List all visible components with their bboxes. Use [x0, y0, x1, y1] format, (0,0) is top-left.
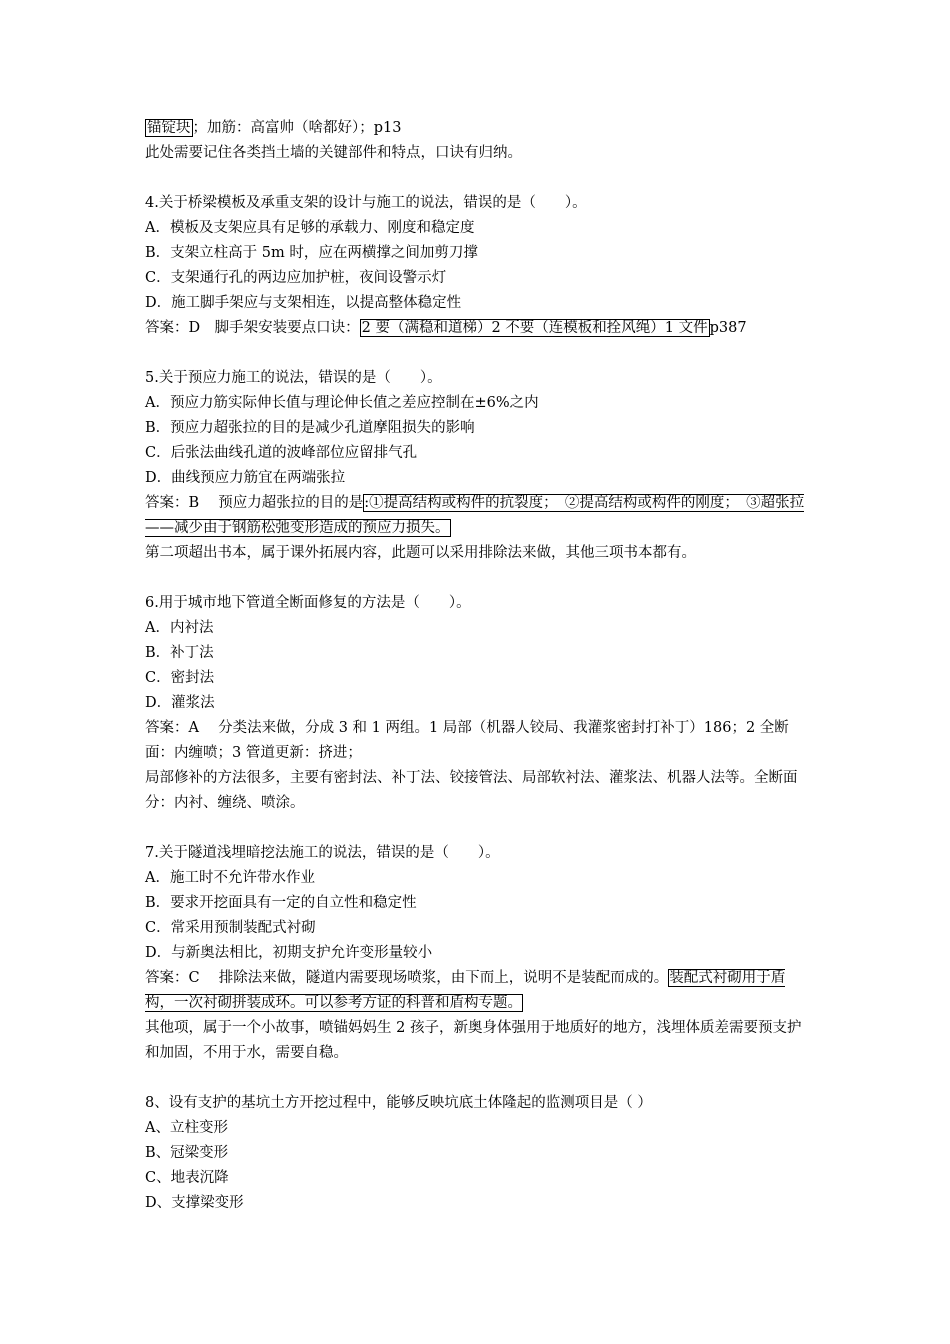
- q6-option-d: D．灌浆法: [145, 695, 215, 711]
- q7-note: 其他项，属于一个小故事，喷锚妈妈生 2 孩子，新奥身体强用于地质好的地方，浅埋体质差需要预支护和加固，不用于水，需要自稳。: [145, 1020, 802, 1061]
- q7-option-b: B．要求开挖面具有一定的自立性和稳定性: [145, 895, 417, 911]
- q6-option-c: C．密封法: [145, 670, 215, 686]
- intro-note: 此处需要记住各类挡土墙的关键部件和特点，口诀有归纳。: [145, 145, 522, 161]
- q7-answer: [145, 966, 810, 1016]
- q7-option-c: C．常采用预制装配式衬砌: [145, 920, 316, 936]
- q6-option-b: B．补丁法: [145, 645, 214, 661]
- q8-option-b: B、冠梁变形: [145, 1145, 229, 1161]
- intro-rest: ；加筋：高富帅（啥都好）；p13: [192, 120, 402, 136]
- q5-answer-prefix: 答案：B 预应力超张拉的目的是: [145, 495, 364, 511]
- spacer: [145, 166, 810, 191]
- q7-option-a: A．施工时不允许带水作业: [145, 870, 315, 886]
- q8-option-a: A、立柱变形: [145, 1120, 228, 1136]
- q5-option-b: B．预应力超张拉的目的是减少孔道摩阻损失的影响: [145, 420, 475, 436]
- q7-answer-boxed: 装配式衬砌用于盾构，一次衬砌拼装成环。可以参考方证的科普和盾构专题。: [145, 970, 786, 1011]
- document-content: [145, 116, 810, 1216]
- q6-note: 局部修补的方法很多，主要有密封法、补丁法、铰接管法、局部软衬法、灌浆法、机器人法等。全断面分：内衬、缠绕、喷涂。: [145, 770, 798, 811]
- q4-answer-boxed: 2 要（满稳和道梯）2 不要（连模板和拴风绳）1 文件: [361, 320, 708, 336]
- q5-note: 第二项超出书本，属于课外拓展内容，此题可以采用排除法来做，其他三项书本都有。: [145, 545, 696, 561]
- q5-option-c: C．后张法曲线孔道的波峰部位应留排气孔: [145, 445, 418, 461]
- q8-stem: 8、设有支护的基坑土方开挖过程中，能够反映坑底土体隆起的监测项目是（ ）: [145, 1095, 652, 1111]
- q4-stem: 4.关于桥梁模板及承重支架的设计与施工的说法，错误的是（ ）。: [145, 195, 587, 211]
- q8-option-d: D、支撑梁变形: [145, 1195, 244, 1211]
- q6-option-a: A．内衬法: [145, 620, 214, 636]
- q5-answer-boxed: :①提高结构或构件的抗裂度； ②提高结构或构件的刚度； ③超张拉——减少由于钢筋松弛变形造成的预应力损失。: [145, 495, 805, 536]
- q4-option-c: C．支架通行孔的两边应加护桩，夜间设警示灯: [145, 270, 447, 286]
- intro-line: [145, 116, 810, 141]
- q8-option-c: C、地表沉降: [145, 1170, 229, 1186]
- spacer: [145, 341, 810, 366]
- q4-option-b: B．支架立柱高于 5m 时，应在两横撑之间加剪刀撑: [145, 245, 478, 261]
- q7-stem: 7.关于隧道浅埋暗挖法施工的说法，错误的是（ ）。: [145, 845, 500, 861]
- q5-answer: [145, 491, 810, 541]
- boxed-term: 锚锭块: [147, 120, 191, 136]
- q5-stem: 5.关于预应力施工的说法，错误的是（ ）。: [145, 370, 442, 386]
- q6-stem: 6.用于城市地下管道全断面修复的方法是（ ）。: [145, 595, 471, 611]
- q4-answer: [145, 316, 810, 341]
- q4-option-d: D．施工脚手架应与支架相连，以提高整体稳定性: [145, 295, 462, 311]
- q5-option-d: D．曲线预应力筋宜在两端张拉: [145, 470, 346, 486]
- spacer: [145, 816, 810, 841]
- q4-answer-page: p387: [709, 320, 747, 336]
- q7-option-d: D．与新奥法相比，初期支护允许变形量较小: [145, 945, 433, 961]
- spacer: [145, 1066, 810, 1091]
- q6-answer: 答案：A 分类法来做，分成 3 和 1 两组。1 局部（机器人铰局、我灌浆密封打补丁）186；2 全断面：内缠喷；3 管道更新：挤进；: [145, 720, 789, 761]
- q5-option-a: A．预应力筋实际伸长值与理论伸长值之差应控制在±6%之内: [145, 395, 539, 411]
- q7-answer-prefix: 答案：C 排除法来做，隧道内需要现场喷浆，由下而上，说明不是装配而成的。: [145, 970, 669, 986]
- q4-option-a: A．模板及支架应具有足够的承载力、刚度和稳定度: [145, 220, 475, 236]
- q4-answer-prefix: 答案：D 脚手架安装要点口诀：: [145, 320, 360, 336]
- spacer: [145, 566, 810, 591]
